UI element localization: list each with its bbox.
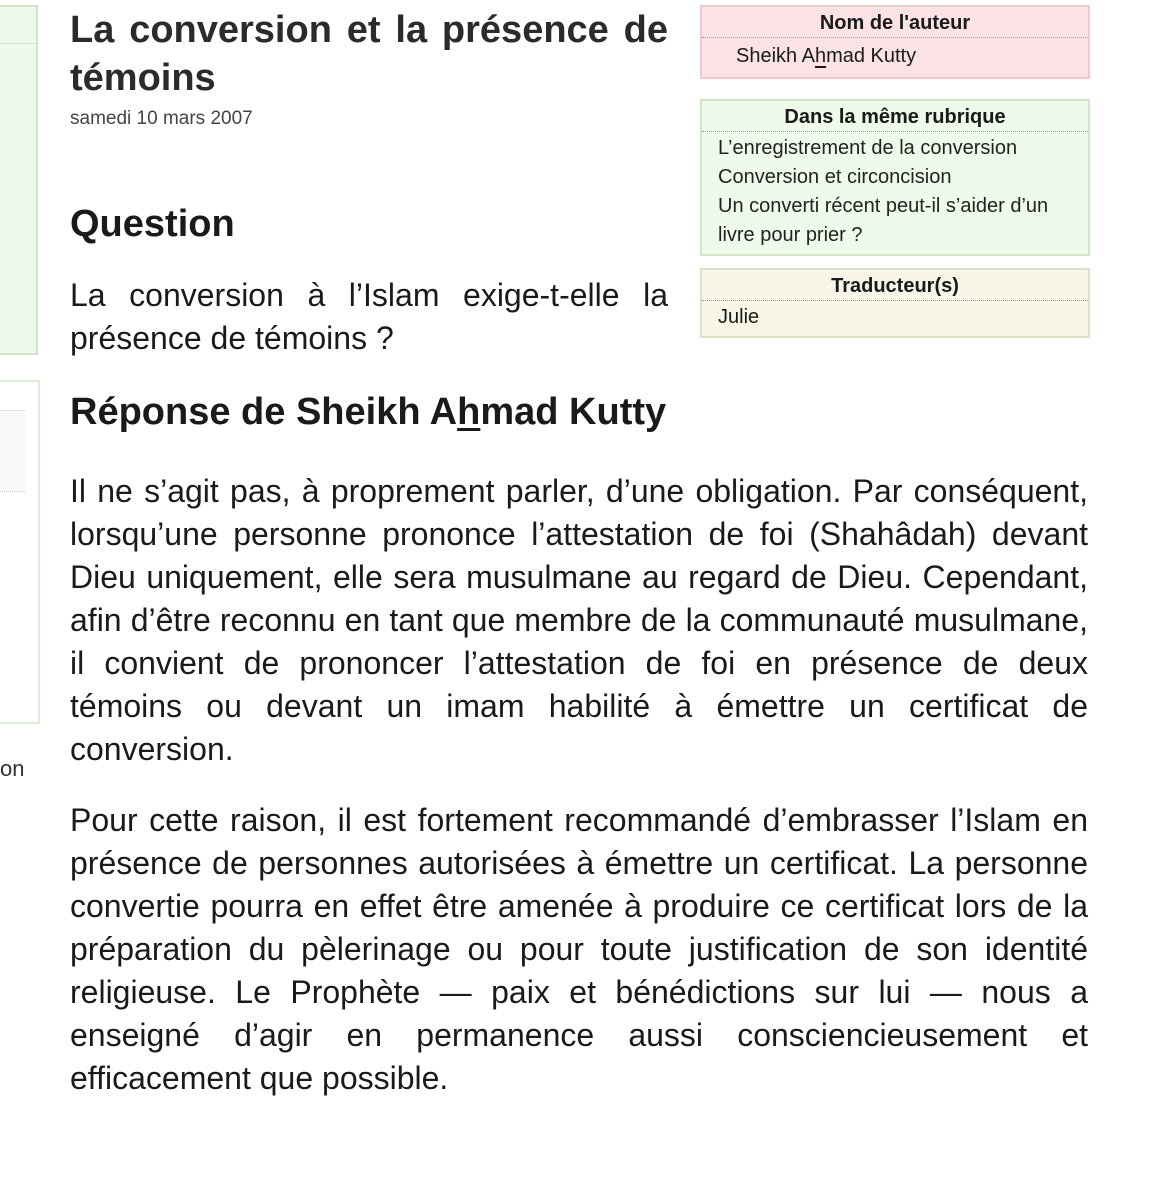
translator-name[interactable]: Julie: [718, 306, 760, 328]
author-name-prefix: Sheikh A: [736, 45, 815, 67]
question-heading: Question: [70, 203, 235, 245]
author-name-suffix: mad Kutty: [826, 45, 917, 67]
same-rubric-list: [702, 132, 1088, 254]
left-sidebar-box-bottom: [0, 380, 40, 724]
answer-paragraph-2: Pour cette raison, il est fortement recommandé d’embrasser l’Islam en présence de personnes autorisées à émettre un certificat. La personne convertie pourra en effet être amenée à produire ce certificat lors de la préparation du pèlerinage ou pour toute justification de son identité religieuse. Le Prophète — paix et bénédictions sur lui — nous a enseigné d’agir en permanence aussi consciencieusement et efficacement que possible.: [70, 802, 1088, 1096]
rubric-link-circoncision[interactable]: Conversion et circoncision: [718, 166, 952, 188]
question-text: La conversion à l’Islam exige-t-elle la présence de témoins ?: [70, 277, 668, 356]
left-box-divider: [0, 43, 36, 44]
author-box-heading: Nom de l'auteur: [702, 7, 1088, 38]
author-name-link[interactable]: [702, 38, 1088, 77]
answer-heading: [70, 388, 668, 436]
rubric-link-livre-priere[interactable]: Un converti récent peut-il s’aider d’un livre pour prier ?: [718, 195, 1049, 246]
answer-heading-underlined-letter: h: [457, 391, 481, 433]
article-date: samedi 10 mars 2007: [70, 108, 253, 129]
answer-paragraph-1: Il ne s’agit pas, à proprement parler, d’une obligation. Par conséquent, lorsqu’une personne prononce l’attestation de foi (Shahâdah) devant Dieu uniquement, elle sera musulmane au regard de Dieu. Cependant, afin d’être reconnu en tant que membre de la communauté musulmane, il convient de prononcer l’attestation de foi en présence de deux témoins ou devant un imam habilité à émettre un certificat de conversion.: [70, 473, 1088, 767]
rubric-link-enregistrement[interactable]: L’enregistrement de la conversion: [718, 137, 1018, 159]
same-rubric-box: [700, 99, 1090, 256]
translator-box: [700, 268, 1090, 338]
article-title: La conversion et la présence de témoins: [70, 9, 668, 99]
left-column-text-fragment: on: [0, 756, 25, 781]
left-box-inner-panel: [0, 410, 25, 492]
same-rubric-heading: Dans la même rubrique: [702, 101, 1088, 132]
answer-heading-prefix: Réponse de Sheikh A: [70, 391, 458, 433]
author-box: [700, 5, 1090, 79]
author-name-underlined-letter: h: [814, 45, 827, 67]
left-sidebar-box-top: [0, 5, 38, 355]
answer-heading-suffix: mad Kutty: [480, 391, 667, 433]
translator-heading: Traducteur(s): [702, 270, 1088, 301]
